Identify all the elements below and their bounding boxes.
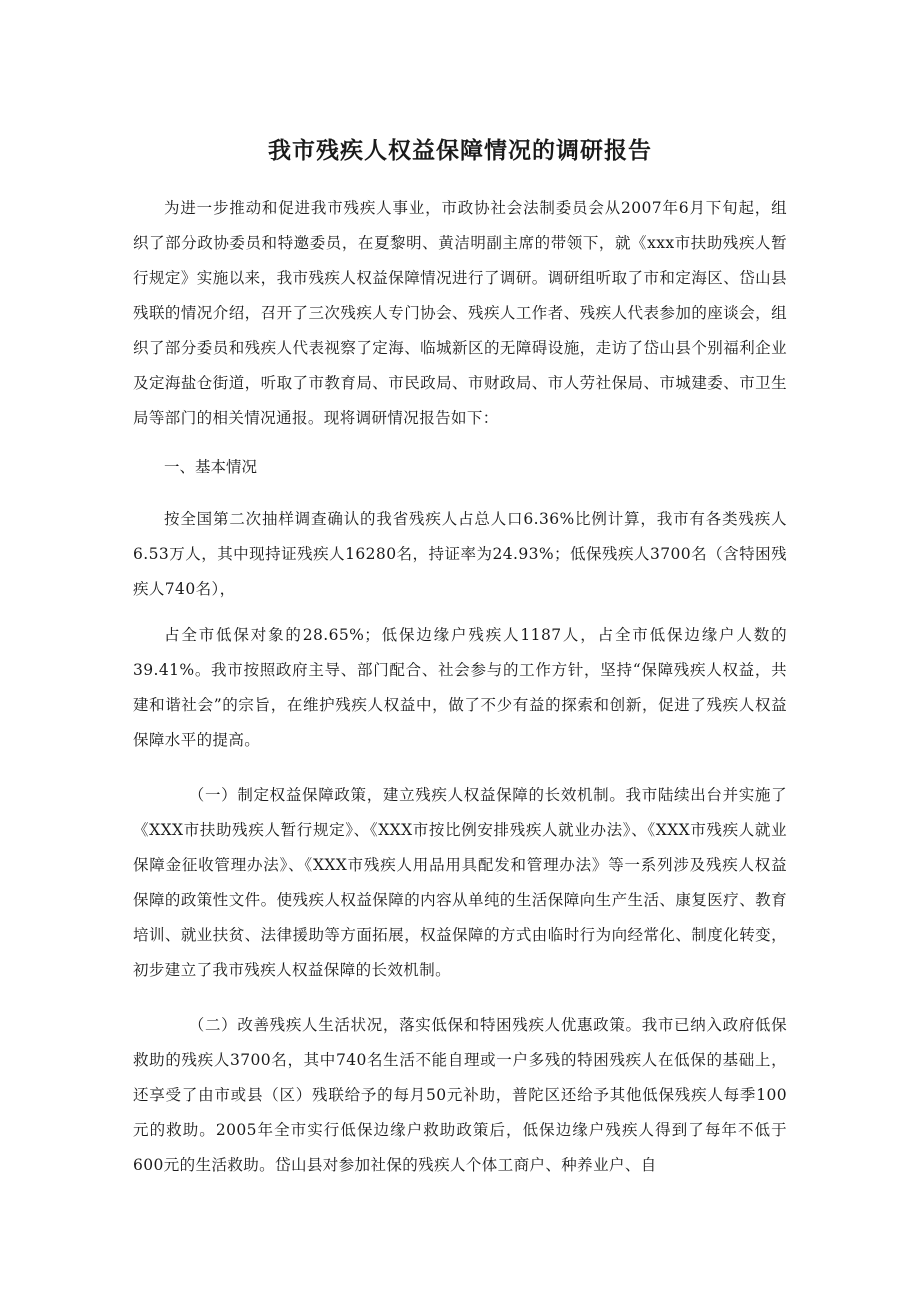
section-heading-basic: 一、基本情况 (164, 458, 258, 476)
paragraph-statistics: 按全国第二次抽样调查确认的我省残疾人占总人口6.36%比例计算，我市有各类残疾人6.53万人，其中现持证残疾人16280名，持证率为24.93%；低保残疾人3700名（含特困残疾人740名）， (133, 510, 787, 598)
paragraph-lowincome: 占全市低保对象的28.65%；低保边缘户残疾人1187人，占全市低保边缘户人数的39.41%。我市按照政府主导、部门配合、社会参与的工作方针，坚持“保障残疾人权益，共建和谐社会”的宗旨，在维护残疾人权益中，做了不少有益的探索和创新，促进了残疾人权益保障水平的提高。 (133, 626, 787, 749)
intro-paragraph: 为进一步推动和促进我市残疾人事业，市政协社会法制委员会从2007年6月下旬起，组织了部分政协委员和特邀委员，在夏黎明、黄洁明副主席的带领下，就《xxx市扶助残疾人暂行规定》实施以来，我市残疾人权益保障情况进行了调研。调研组听取了市和定海区、岱山县残联的情况介绍，召开了三次残疾人专门协会、残疾人工作者、残疾人代表参加的座谈会，组织了部分委员和残疾人代表视察了定海、临城新区的无障碍设施，走访了岱山县个别福利企业及定海盐仓街道，听取了市教育局、市民政局、市财政局、市人劳社保局、市城建委、市卫生局等部门的相关情况通报。现将调研情况报告如下： (133, 199, 787, 427)
document-title: 我市残疾人权益保障情况的调研报告 (268, 138, 652, 164)
paragraph-policy: （一）制定权益保障政策，建立残疾人权益保障的长效机制。我市陆续出台并实施了《XXX市扶助残疾人暂行规定》、《XXX市按比例安排残疾人就业办法》、《XXX市残疾人就业保障金征收管理办法》、《XXX市残疾人用品用具配发和管理办法》等一系列涉及残疾人权益保障的政策性文件。使残疾人权益保障的内容从单纯的生活保障向生产生活、康复医疗、教育培训、就业扶贫、法律援助等方面拓展，权益保障的方式由临时行为向经常化、制度化转变，初步建立了我市残疾人权益保障的长效机制。 (133, 786, 787, 979)
paragraph-living: （二）改善残疾人生活状况，落实低保和特困残疾人优惠政策。我市已纳入政府低保救助的残疾人3700名，其中740名生活不能自理或一户多残的特困残疾人在低保的基础上，还享受了由市或县（区）残联给予的每月50元补助，普陀区还给予其他低保残疾人每季100元的救助。2005年全市实行低保边缘户救助政策后，低保边缘户残疾人得到了每年不低于600元的生活救助。岱山县对参加社保的残疾人个体工商户、种养业户、自 (133, 1016, 787, 1174)
